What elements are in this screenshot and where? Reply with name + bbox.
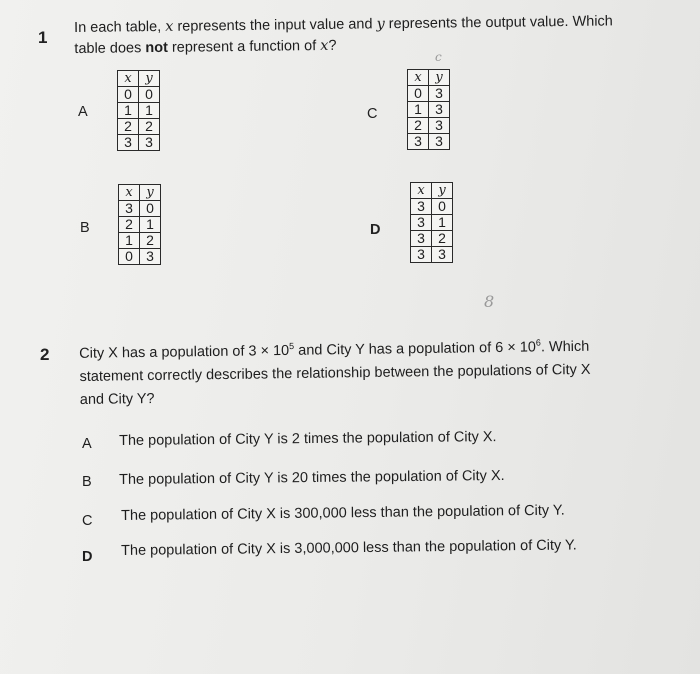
question-1-number: 1 xyxy=(38,28,48,47)
table-d-letter: D xyxy=(370,222,381,238)
table-b-header-y: y xyxy=(140,185,161,201)
table-c-y: 3 xyxy=(429,118,450,134)
table-c-x: 3 xyxy=(408,134,429,150)
table-c-x: 2 xyxy=(408,118,429,134)
table-d-x: 3 xyxy=(411,231,432,247)
table-b-x: 3 xyxy=(119,201,140,217)
table-c-header-y: y xyxy=(429,70,450,86)
table-a-y: 1 xyxy=(139,103,160,119)
choice-text: The population of City Y is 20 times the population of City X. xyxy=(119,467,505,488)
table-d-y: 3 xyxy=(432,247,453,263)
table-b-x: 2 xyxy=(119,217,140,233)
table-d-x: 3 xyxy=(411,215,432,231)
table-d-y: 0 xyxy=(432,199,453,215)
table-c-y: 3 xyxy=(429,86,450,102)
table-d-header-x: x xyxy=(411,183,432,199)
table-a-header-x: x xyxy=(118,71,139,87)
table-b-header-x: x xyxy=(119,185,140,201)
choice-letter: C xyxy=(82,513,93,529)
handwritten-mark: 8 xyxy=(484,292,495,311)
table-a-header-y: y xyxy=(139,71,160,87)
table-c-letter: C xyxy=(367,106,378,122)
table-a-x: 2 xyxy=(118,119,139,135)
table-d-x: 3 xyxy=(411,199,432,215)
table-c xyxy=(407,69,450,150)
table-a-y: 2 xyxy=(139,119,160,135)
table-d-y: 2 xyxy=(432,231,453,247)
choice-letter: B xyxy=(82,474,92,490)
table-a-letter: A xyxy=(78,104,88,120)
table-b-y: 1 xyxy=(140,217,161,233)
choice-letter: A xyxy=(82,436,92,452)
choice-text: The population of City Y is 2 times the population of City X. xyxy=(119,429,497,449)
choice-letter: D xyxy=(82,549,93,565)
table-a xyxy=(117,70,160,151)
table-d-y: 1 xyxy=(432,215,453,231)
table-b-x: 1 xyxy=(119,233,140,249)
table-a-x: 1 xyxy=(118,103,139,119)
table-d-header-y: y xyxy=(432,183,453,199)
table-d xyxy=(410,182,453,263)
choice-text: The population of City X is 3,000,000 less than the population of City Y. xyxy=(121,537,577,559)
table-a-x: 0 xyxy=(118,87,139,103)
table-a-y: 3 xyxy=(139,135,160,151)
table-b-y: 2 xyxy=(140,233,161,249)
table-b-x: 0 xyxy=(119,249,140,265)
table-c-y: 3 xyxy=(429,102,450,118)
table-a-x: 3 xyxy=(118,135,139,151)
table-a-y: 0 xyxy=(139,87,160,103)
question-2-number: 2 xyxy=(40,345,50,364)
handwritten-mark: c xyxy=(435,50,442,64)
table-b xyxy=(118,184,161,265)
table-c-x: 0 xyxy=(408,86,429,102)
table-d-x: 3 xyxy=(411,247,432,263)
question-2-text: City X has a population of $3 \times 10^5$ and City Y has a population of $6 \times 10^6$. Which statement correctly describes the relationship between the populations of City X and City Y? xyxy=(79,337,591,408)
table-c-x: 1 xyxy=(408,102,429,118)
table-c-y: 3 xyxy=(429,134,450,150)
table-b-y: 0 xyxy=(140,201,161,217)
question-1-text: In each table, x represents the input value and y represents the output value. Which table does not represent a function of x? xyxy=(74,13,613,57)
table-c-header-x: x xyxy=(408,70,429,86)
table-b-y: 3 xyxy=(140,249,161,265)
choice-text: The population of City X is 300,000 less than the population of City Y. xyxy=(121,502,565,524)
table-b-letter: B xyxy=(80,220,90,236)
